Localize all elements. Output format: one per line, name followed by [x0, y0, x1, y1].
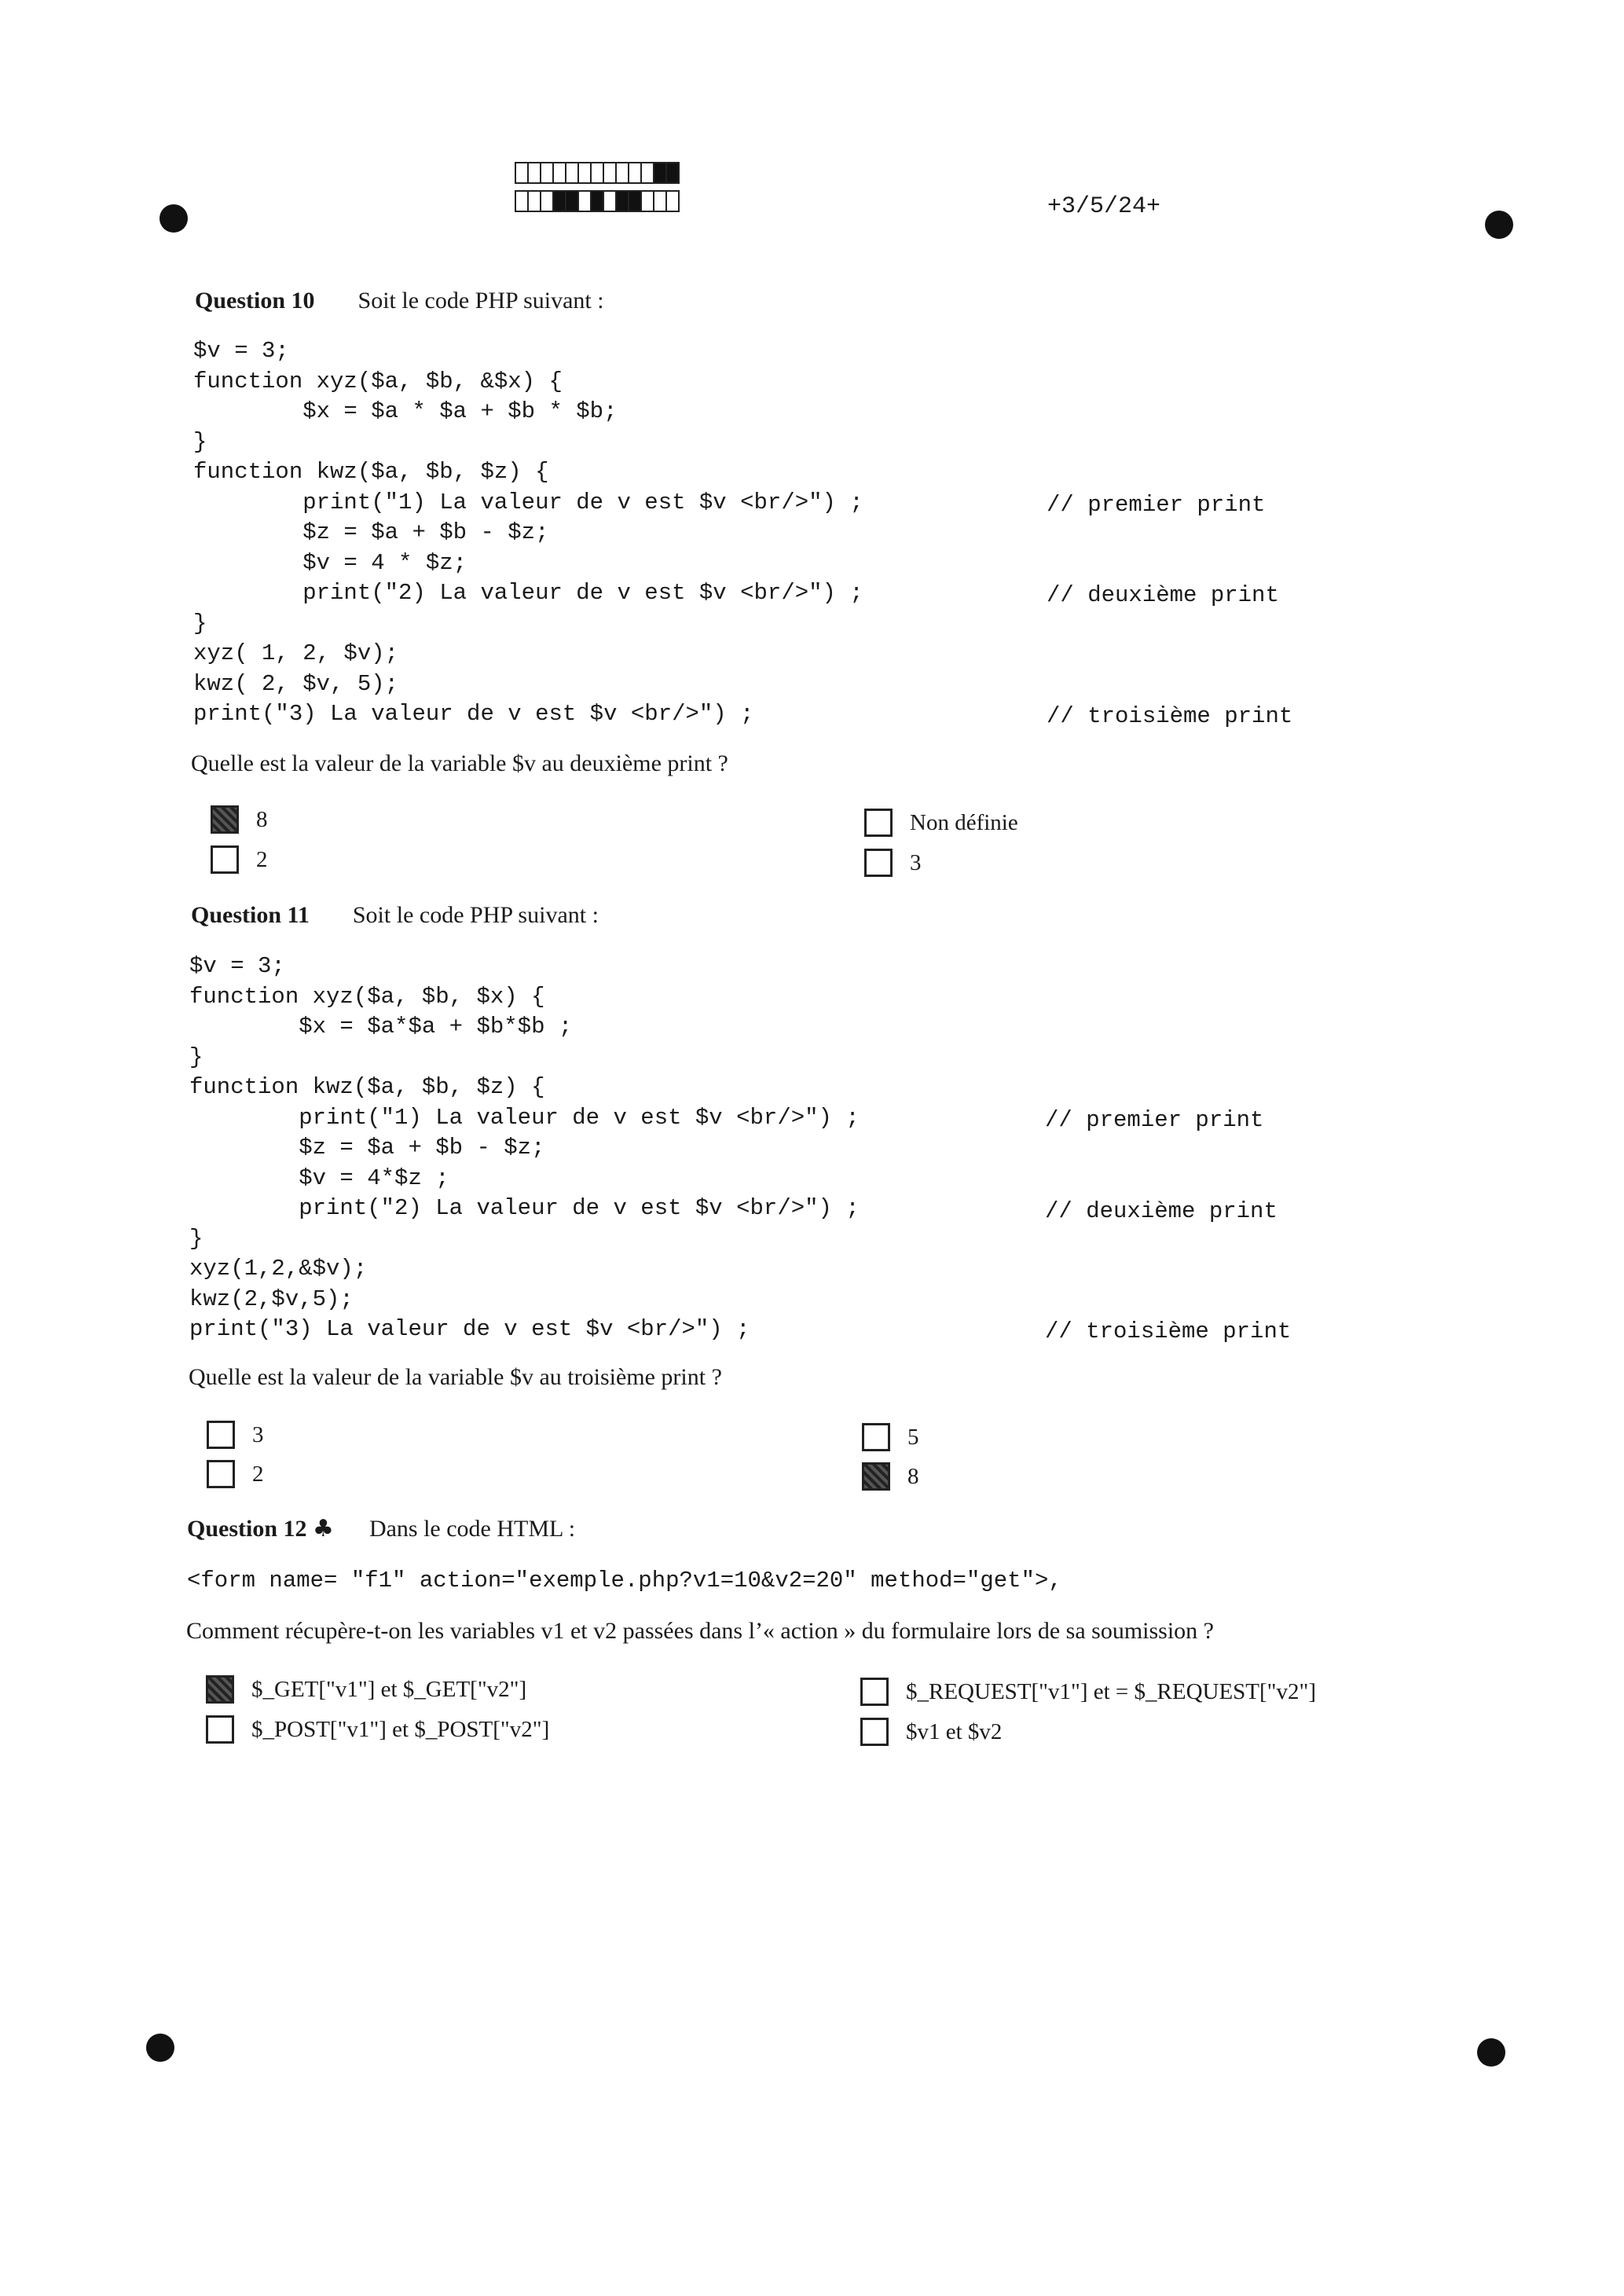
- code-line: function xyz($a, $b, &$x) {: [193, 368, 563, 394]
- code-line: print("3) La valeur de v est $v <br/>") ;: [193, 701, 754, 727]
- option-label: 3: [910, 849, 922, 875]
- question-12-intro: Dans le code HTML :: [368, 1516, 576, 1542]
- code-line: }: [189, 1043, 203, 1070]
- option-label: $v1 et $v2: [906, 1718, 1003, 1744]
- checkbox[interactable]: [207, 1460, 235, 1488]
- option-label: 5: [907, 1424, 919, 1450]
- question-11-prompt: Quelle est la valeur de la variable $v au troisième print ?: [189, 1364, 722, 1390]
- registration-mark-bottom-right: [1477, 2038, 1505, 2067]
- code-line: $v = 3;: [189, 953, 285, 979]
- question-11-option-8[interactable]: [862, 1462, 919, 1491]
- code-line: xyz(1,2,&$v);: [189, 1256, 368, 1282]
- code-line: $x = $a * $a + $b * $b;: [193, 398, 618, 424]
- question-12-option-post[interactable]: [206, 1715, 549, 1744]
- checkbox[interactable]: [864, 849, 893, 877]
- page-identifier: +3/5/24+: [1047, 193, 1161, 220]
- code-line: $v = 4 * $z;: [193, 549, 467, 576]
- registration-mark-top-left: [159, 204, 188, 233]
- code-line: print("1) La valeur de v est $v <br/>") ;: [189, 1104, 860, 1131]
- question-11-option-5[interactable]: [862, 1423, 919, 1451]
- code-line: function xyz($a, $b, $x) {: [189, 983, 545, 1010]
- question-12-option-request[interactable]: [860, 1678, 1316, 1706]
- checkbox[interactable]: [211, 845, 239, 874]
- question-12-header: [187, 1515, 575, 1542]
- checkbox-checked[interactable]: [211, 805, 239, 834]
- question-11-comment-1: // premier print: [1045, 1107, 1264, 1133]
- code-line: print("1) La valeur de v est $v <br/>") ;: [193, 489, 863, 515]
- question-10-comment-3: // troisième print: [1047, 703, 1293, 729]
- code-line: print("3) La valeur de v est $v <br/>") ;: [189, 1316, 750, 1342]
- checkbox[interactable]: [206, 1715, 234, 1744]
- option-label: 2: [252, 1461, 264, 1487]
- question-10-header: [195, 288, 604, 314]
- question-10-comment-1: // premier print: [1047, 492, 1266, 518]
- page-code-row-2: [515, 190, 678, 212]
- question-10-option-2[interactable]: [211, 845, 268, 874]
- question-11-intro: Soit le code PHP suivant :: [352, 902, 599, 928]
- question-12-prompt: Comment récupère-t-on les variables v1 et v2 passées dans l’« action » du formulaire lors de sa soumission ?: [186, 1618, 1214, 1644]
- question-11-option-2[interactable]: [207, 1460, 264, 1488]
- option-label: 8: [256, 806, 268, 832]
- question-12-option-get[interactable]: [206, 1675, 526, 1704]
- checkbox-checked[interactable]: [206, 1675, 234, 1704]
- question-11-code: [189, 952, 860, 1345]
- question-12-code: <form name= "f1" action="exemple.php?v1=10&v2=20" method="get">,: [187, 1568, 1062, 1594]
- checkbox[interactable]: [860, 1718, 889, 1746]
- checkbox[interactable]: [862, 1423, 890, 1451]
- code-box-cell: [665, 162, 680, 184]
- question-10-code: [193, 336, 863, 730]
- question-11-comment-2: // deuxième print: [1045, 1198, 1278, 1224]
- checkbox[interactable]: [860, 1678, 889, 1706]
- option-label: 3: [252, 1421, 264, 1447]
- question-12-title: Question 12: [187, 1516, 307, 1542]
- club-icon: ♣: [313, 1515, 334, 1542]
- checkbox[interactable]: [864, 809, 893, 837]
- code-line: $z = $a + $b - $z;: [189, 1135, 545, 1161]
- option-label: Non définie: [910, 809, 1018, 835]
- question-10-prompt: Quelle est la valeur de la variable $v au deuxième print ?: [191, 750, 728, 776]
- code-line: print("2) La valeur de v est $v <br/>") ;: [189, 1195, 860, 1221]
- registration-mark-bottom-left: [146, 2034, 174, 2062]
- checkbox-checked[interactable]: [862, 1462, 890, 1491]
- code-line: xyz( 1, 2, $v);: [193, 640, 399, 666]
- question-11-option-3[interactable]: [207, 1421, 264, 1449]
- question-10-option-non-definie[interactable]: [864, 809, 1018, 837]
- question-10-comment-2: // deuxième print: [1047, 582, 1279, 608]
- code-line: kwz(2,$v,5);: [189, 1286, 354, 1312]
- code-line: $v = 4*$z ;: [189, 1165, 449, 1191]
- code-line: $v = 3;: [193, 338, 289, 364]
- option-label: $_POST["v1"] et $_POST["v2"]: [251, 1716, 550, 1742]
- question-10-title: Question 10: [195, 288, 315, 314]
- code-line: kwz( 2, $v, 5);: [193, 670, 399, 697]
- question-11-comment-3: // troisième print: [1045, 1319, 1292, 1344]
- code-line: }: [189, 1225, 203, 1252]
- code-line: $z = $a + $b - $z;: [193, 519, 549, 545]
- code-box-cell: [665, 190, 680, 212]
- question-12-option-vars[interactable]: [860, 1718, 1002, 1746]
- code-line: print("2) La valeur de v est $v <br/>") ;: [193, 580, 863, 606]
- code-line: function kwz($a, $b, $z) {: [193, 459, 549, 485]
- registration-mark-top-right: [1485, 211, 1513, 239]
- code-line: }: [193, 610, 207, 636]
- option-label: 2: [256, 846, 268, 872]
- question-10-option-3[interactable]: [864, 849, 922, 877]
- code-line: $x = $a*$a + $b*$b ;: [189, 1014, 573, 1040]
- page-code-row-1: [515, 162, 678, 184]
- question-10-intro: Soit le code PHP suivant :: [357, 288, 604, 314]
- option-label: $_REQUEST["v1"] et = $_REQUEST["v2"]: [906, 1678, 1317, 1704]
- code-line: }: [193, 428, 207, 455]
- question-11-title: Question 11: [191, 902, 310, 928]
- option-label: $_GET["v1"] et $_GET["v2"]: [251, 1676, 527, 1702]
- option-label: 8: [907, 1463, 919, 1489]
- code-line: function kwz($a, $b, $z) {: [189, 1074, 545, 1100]
- question-10-option-8[interactable]: [211, 805, 268, 834]
- question-11-header: [191, 902, 599, 929]
- checkbox[interactable]: [207, 1421, 235, 1449]
